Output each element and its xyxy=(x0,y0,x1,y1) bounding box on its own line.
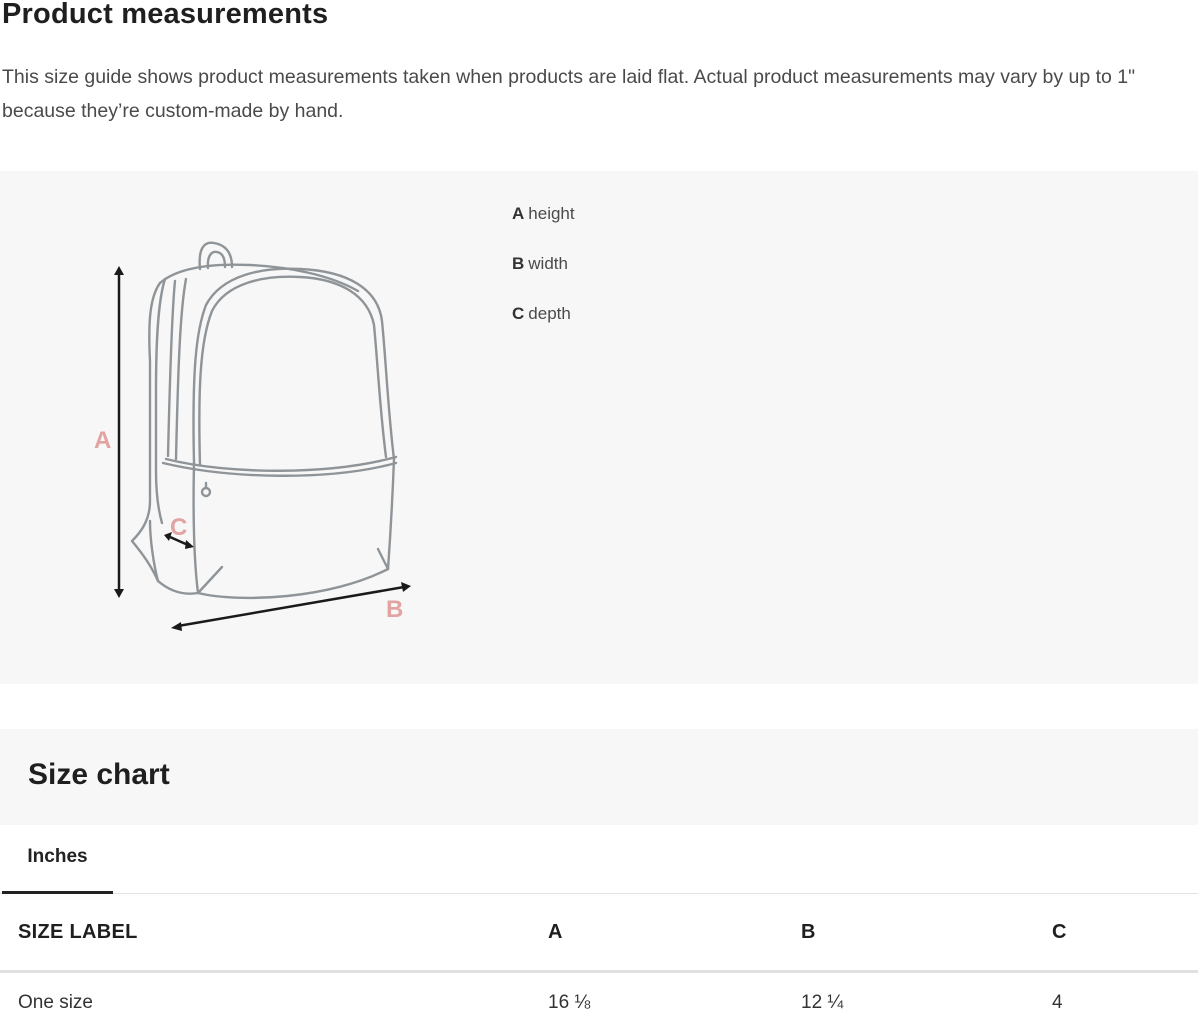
cell-size-label: One size xyxy=(18,991,93,1013)
unit-tabs xyxy=(0,826,1198,894)
legend-item-c xyxy=(512,305,575,323)
column-header-c: C xyxy=(1052,895,1198,971)
cell-b: 12 ¼ xyxy=(801,991,844,1013)
legend-key: B xyxy=(512,254,525,273)
size-chart-header xyxy=(0,729,1198,825)
legend-item-a xyxy=(512,205,575,223)
measurement-legend xyxy=(512,205,575,355)
legend-label: width xyxy=(528,254,568,273)
cell-c: 4 xyxy=(1052,991,1063,1013)
size-table xyxy=(0,895,1198,1033)
measurement-guide-panel xyxy=(0,171,1198,684)
intro-text: This size guide shows product measurements taken when products are laid flat. Actual product measurements may vary by up to 1" because they’re custom-made by hand. xyxy=(2,66,1136,122)
label-c: C xyxy=(170,514,188,541)
legend-key: C xyxy=(512,304,525,323)
legend-key: A xyxy=(512,204,525,223)
label-b: B xyxy=(386,596,404,623)
legend-item-b xyxy=(512,255,575,273)
legend-label: depth xyxy=(528,304,571,323)
legend-label: height xyxy=(528,204,575,223)
size-chart-title: Size chart xyxy=(28,758,170,791)
backpack-icon xyxy=(0,171,500,684)
column-header-a: A xyxy=(548,895,801,971)
column-header-b: B xyxy=(801,895,1052,971)
tab-inches[interactable]: Inches xyxy=(2,826,113,894)
label-a: A xyxy=(94,427,112,454)
column-header-size-label: SIZE LABEL xyxy=(0,895,548,971)
cell-a: 16 ⅛ xyxy=(548,991,591,1013)
table-row xyxy=(0,971,1198,1033)
page-title: Product measurements xyxy=(2,0,329,30)
table-header-row xyxy=(0,895,1198,971)
